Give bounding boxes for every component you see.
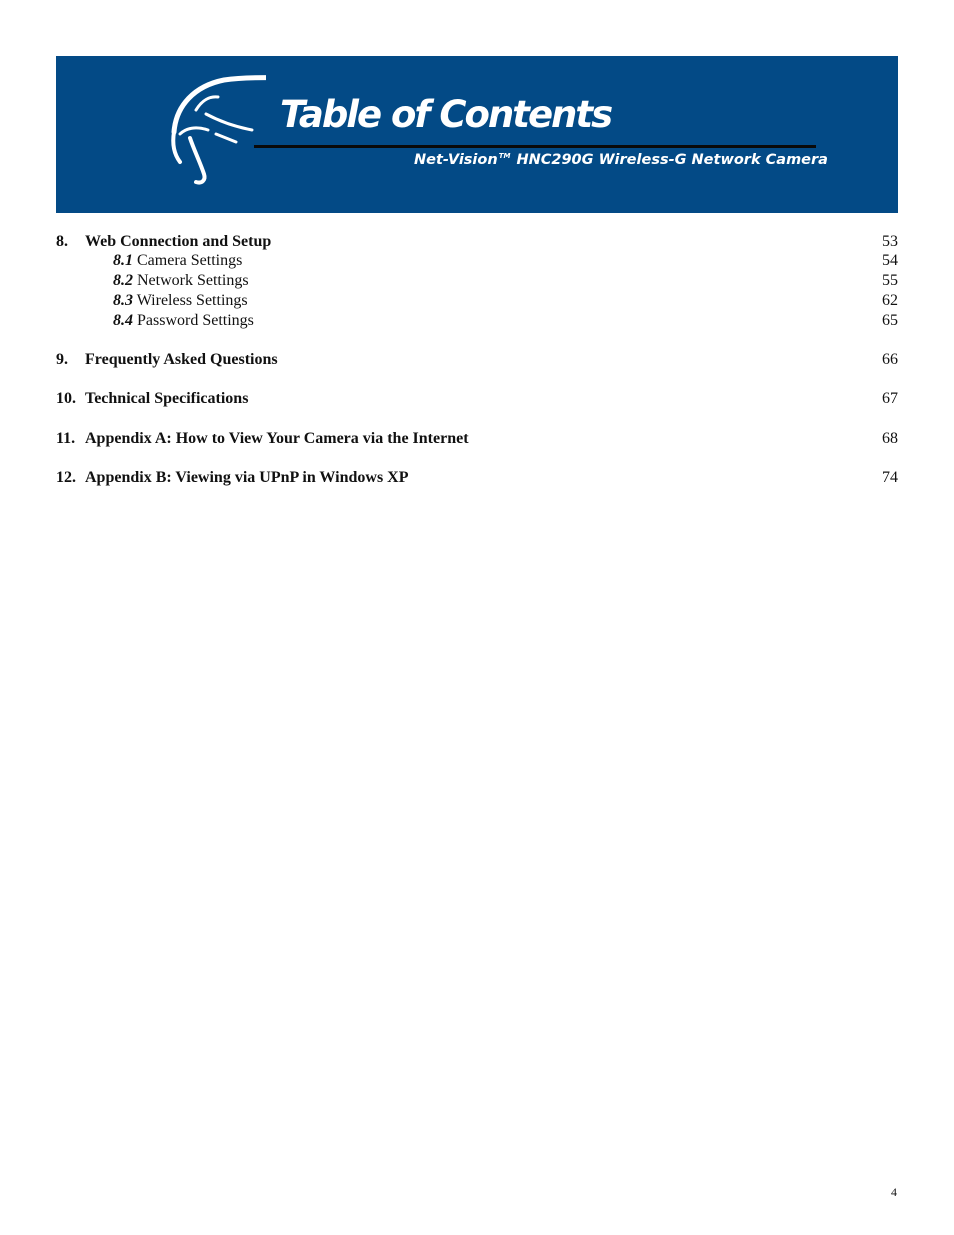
trademark-mark: TM — [498, 152, 511, 160]
toc-entry-title: Web Connection and Setup — [85, 233, 272, 250]
toc-entry-title: Appendix B: Viewing via UPnP in Windows XP — [85, 469, 409, 486]
toc-entry-9[interactable] — [56, 350, 898, 370]
toc-entry-12[interactable] — [56, 468, 898, 488]
toc-entry-number: 9. — [56, 351, 68, 368]
toc-entry-page: 65 — [882, 312, 898, 329]
toc-entry-title: Frequently Asked Questions — [85, 351, 278, 368]
toc-subentry-title: Password Settings — [137, 312, 254, 329]
banner-divider — [254, 145, 816, 148]
toc-entry-number: 12. — [56, 469, 76, 486]
toc-entry-number: 11. — [56, 430, 76, 447]
toc-entry-title: Technical Specifications — [85, 390, 249, 407]
toc-entry-10[interactable] — [56, 389, 898, 409]
toc-entry-8-2[interactable] — [56, 271, 898, 291]
toc-entry-8[interactable] — [56, 232, 898, 252]
banner-product: HNC290G Wireless-G Network Camera — [516, 152, 828, 168]
toc-entry-page: 54 — [882, 252, 898, 269]
toc-entry-8-1[interactable] — [56, 251, 898, 271]
header-banner — [56, 56, 898, 213]
eagle-head-icon — [166, 70, 266, 188]
toc-subentry-number: 8.3 — [113, 292, 133, 309]
toc-entry-page: 74 — [882, 469, 898, 486]
page-number: 4 — [891, 1185, 897, 1199]
toc-entry-page: 55 — [882, 272, 898, 289]
toc-entry-page: 66 — [882, 351, 898, 368]
toc-entry-page: 68 — [882, 430, 898, 447]
toc-subentry-label — [113, 291, 248, 311]
banner-subtitle — [414, 153, 828, 168]
toc-subentry-number: 8.1 — [113, 252, 133, 269]
toc-entry-11[interactable] — [56, 429, 898, 449]
toc-entry-8-3[interactable] — [56, 291, 898, 311]
toc-entry-page: 67 — [882, 390, 898, 407]
toc-subentry-label — [113, 311, 254, 331]
toc-entry-number: 8. — [56, 233, 68, 250]
toc-entry-8-4[interactable] — [56, 311, 898, 331]
toc-entry-page: 53 — [882, 233, 898, 250]
toc-subentry-title: Wireless Settings — [136, 292, 248, 309]
toc-entry-title: Appendix A: How to View Your Camera via the Internet — [85, 430, 469, 447]
toc-entry-page: 62 — [882, 292, 898, 309]
toc-subentry-label — [113, 251, 242, 271]
banner-brand: Net-Vision — [414, 152, 498, 168]
toc-subentry-label — [113, 271, 249, 291]
banner-title: Table of Contents — [280, 93, 612, 136]
toc-subentry-number: 8.2 — [113, 272, 133, 289]
toc-entry-number: 10. — [56, 390, 76, 407]
toc-subentry-number: 8.4 — [113, 312, 133, 329]
toc-subentry-title: Camera Settings — [137, 252, 243, 269]
toc-subentry-title: Network Settings — [137, 272, 249, 289]
